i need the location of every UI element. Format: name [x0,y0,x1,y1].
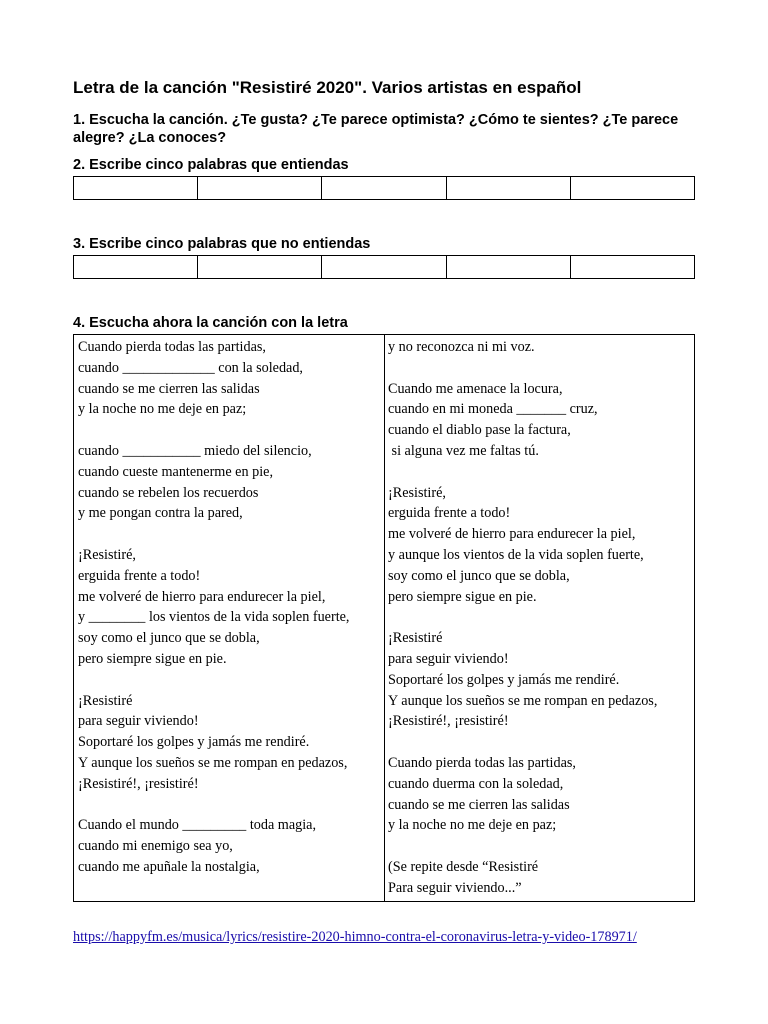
lyric-line: cuando duerma con la soledad, [388,775,564,792]
lyrics-column-left [74,335,385,901]
lyric-line [388,358,690,379]
lyric-line: Soportaré los golpes y jamás me rendiré. [78,734,310,751]
lyric-line [388,732,690,753]
lyric-line: me volveré de hierro para endurecer la piel, [78,588,326,605]
lyric-line: cuando _____________ con la soledad, [78,359,303,376]
lyric-line: pero siempre sigue en pie. [78,650,227,667]
answer-row-not-understood [73,255,695,279]
lyric-line: cuando mi enemigo sea yo, [78,838,233,855]
lyric-line: erguida frente a todo! [78,567,201,584]
lyric-line [78,420,380,441]
answer-cell[interactable] [446,177,570,199]
lyric-line: y me pongan contra la pared, [78,505,243,522]
lyric-line [78,524,380,545]
lyric-line: para seguir viviendo! [388,650,509,667]
lyric-line: Para seguir viviendo...” [388,879,522,896]
lyric-line [388,607,690,628]
lyrics-table [73,334,695,902]
lyric-line: y no reconozca ni mi voz. [388,339,535,355]
answer-cell[interactable] [197,177,321,199]
source-link[interactable]: https://happyfm.es/musica/lyrics/resistire-2020-himno-contra-el-coronavirus-letra-y-video-178971/ [73,929,637,945]
lyric-line: y aunque los vientos de la vida soplen fuerte, [388,546,644,563]
answer-cell[interactable] [321,256,445,278]
question-2: 2. Escribe cinco palabras que entiendas [73,157,349,173]
lyric-line: si alguna vez me faltas tú. [388,442,539,459]
lyric-line: (Se repite desde “Resistiré [388,858,539,875]
lyric-line: cuando ___________ miedo del silencio, [78,442,312,459]
answer-cell[interactable] [74,177,197,199]
lyric-line [388,462,690,483]
lyric-line: cuando se me cierren las salidas [388,796,570,813]
lyric-line: cuando me apuñale la nostalgia, [78,858,260,875]
lyric-line: ¡Resistiré [388,630,443,647]
lyric-line: soy como el junco que se dobla, [78,630,260,647]
lyric-line: para seguir viviendo! [78,713,199,730]
answer-cell[interactable] [74,256,197,278]
lyric-line: erguida frente a todo! [388,505,511,522]
lyric-line: ¡Resistiré [78,692,133,709]
answer-cell[interactable] [570,177,694,199]
lyric-line: soy como el junco que se dobla, [388,567,570,584]
page-title: Letra de la canción "Resistiré 2020". Varios artistas en español [73,78,582,97]
lyric-line: Cuando el mundo _________ toda magia, [78,817,317,834]
lyric-line: cuando se me cierren las salidas [78,380,260,397]
lyric-line: me volveré de hierro para endurecer la piel, [388,526,636,543]
lyric-line: cuando se rebelen los recuerdos [78,484,259,501]
question-3: 3. Escribe cinco palabras que no entiendas [73,236,371,252]
lyric-line: Cuando me amenace la locura, [388,380,563,397]
lyric-line: cuando en mi moneda _______ cruz, [388,401,598,418]
question-4: 4. Escucha ahora la canción con la letra [73,315,348,331]
lyric-line: pero siempre sigue en pie. [388,588,537,605]
lyric-line: Cuando pierda todas las partidas, [388,754,576,771]
lyric-line: y ________ los vientos de la vida soplen fuerte, [78,609,350,626]
lyric-line: Cuando pierda todas las partidas, [78,339,266,355]
answer-cell[interactable] [197,256,321,278]
lyric-line: Y aunque los sueños se me rompan en pedazos, [78,754,348,771]
lyric-line: ¡Resistiré!, ¡resistiré! [78,775,199,792]
question-1: 1. Escucha la canción. ¿Te gusta? ¿Te parece optimista? ¿Cómo te sientes? ¿Te parece alegre? ¿La conoces? [73,112,679,146]
answer-row-understood [73,176,695,200]
lyrics-column-right [385,335,694,901]
lyric-line [78,670,380,691]
answer-cell[interactable] [570,256,694,278]
lyric-line: ¡Resistiré, [388,484,446,501]
lyric-line: Y aunque los sueños se me rompan en pedazos, [388,692,658,709]
lyric-line: ¡Resistiré, [78,546,136,563]
lyric-line: Soportaré los golpes y jamás me rendiré. [388,671,620,688]
lyric-line: y la noche no me deje en paz; [78,401,247,418]
lyric-line [78,795,380,816]
lyric-line: y la noche no me deje en paz; [388,817,557,834]
answer-cell[interactable] [321,177,445,199]
lyric-line: cuando el diablo pase la factura, [388,422,571,439]
answer-cell[interactable] [446,256,570,278]
lyric-line [388,836,690,857]
lyric-line: cuando cueste mantenerme en pie, [78,463,273,480]
lyric-line: ¡Resistiré!, ¡resistiré! [388,713,509,730]
